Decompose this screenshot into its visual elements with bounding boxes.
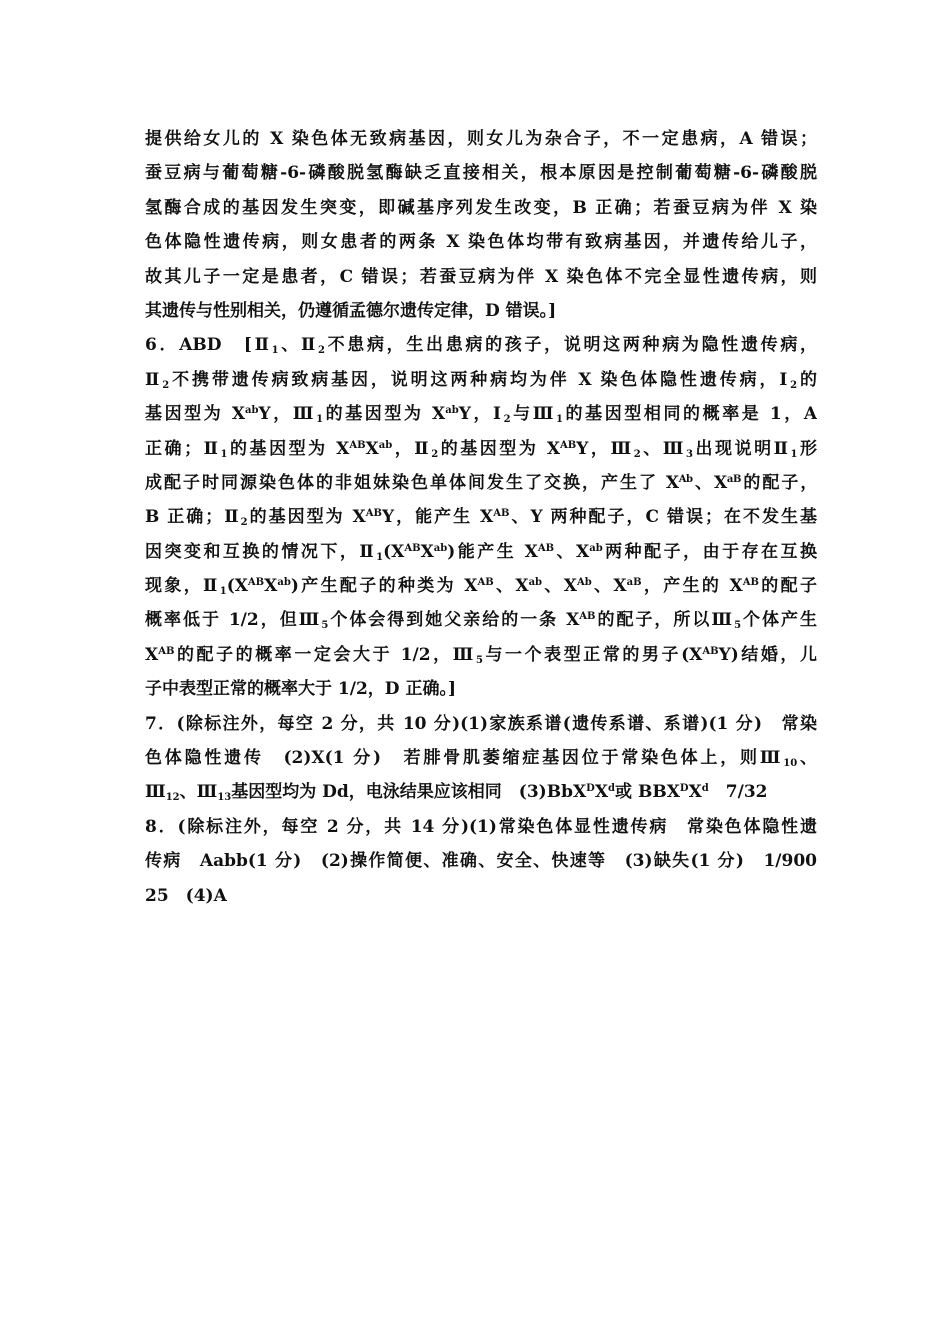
text-line: 故其儿子一定是患者，C 错误；若蚕豆病为伴 X 染色体不完全显性遗传病，则 xyxy=(145,266,817,287)
text-line: 8．(除标注外，每空 2 分，共 14 分)(1)常染色体显性遗传病 常染色体隐性遗 xyxy=(145,816,817,837)
text-line: 传病 Aabb(1 分) (2)操作简便、准确、安全、快速等 (3)缺失(1 分) 1/900 xyxy=(145,851,817,872)
text-line: 概率低于 1/2，但$Ⅲ_5$个体会得到她父亲给的一条 $X^{AB}$的配子，所以$Ⅲ_5$个体产生 xyxy=(145,610,817,632)
text-line: 7．(除标注外，每空 2 分，共 10 分)(1)家族系谱(遗传系谱、系谱)(1 分) 常染 xyxy=(145,713,817,734)
text-line: 现象，$Ⅱ_1(X^{AB}X^{ab})$产生配子的种类为 $X^{AB}$、$X^{ab}$、$X^{Ab}$、$X^{aB}$，产生的 $X^{AB}$的配子 xyxy=(145,576,817,598)
text-line: 25 (4)A xyxy=(145,885,227,906)
text-line: $Ⅲ_{12}$、$Ⅲ_{13}$基因型均为 Dd，电泳结果应该相同 $(3)BbX^DX^d$或 $BBX^DX^d$ 7/32 xyxy=(145,782,768,804)
text-line: 因突变和互换的情况下，$Ⅱ_1(X^{AB}X^{ab})$能产生 $X^{AB}$、$X^{ab}$两种配子，由于存在互换 xyxy=(145,541,817,563)
text-line: $Ⅱ_2$不携带遗传病致病基因，说明这两种病均为伴 X 染色体隐性遗传病，$Ⅰ_2$的 xyxy=(145,369,817,391)
text-line: 氢酶合成的基因发生突变，即碱基序列发生改变，B 正确；若蚕豆病为伴 X 染 xyxy=(145,197,817,218)
text-line: $X^{AB}$的配子的概率一定会大于 1/2，$Ⅲ_5$与一个表型正常的男子$(X^{AB}Y)$结婚，儿 xyxy=(145,644,817,666)
answer-text-body xyxy=(145,122,817,913)
text-line: 成配子时同源染色体的非姐妹染色单体间发生了交换，产生了 $X^{Ab}$、$X^{aB}$的配子， xyxy=(145,472,817,493)
text-line: B 正确；$Ⅱ_2$的基因型为 $X^{AB}Y$，能产生 $X^{AB}$、Y 两种配子，C 错误；在不发生基 xyxy=(145,507,817,529)
text-line: 提供给女儿的 X 染色体无致病基因，则女儿为杂合子，不一定患病，A 错误； xyxy=(145,129,817,149)
text-line: 6．ABD [$Ⅱ_1$、$Ⅱ_2$不患病，生出患病的孩子，说明这两种病为隐性遗传病， xyxy=(145,335,817,357)
text-line: 蚕豆病与葡萄糖-6-磷酸脱氢酶缺乏直接相关，根本原因是控制葡萄糖-6-磷酸脱 xyxy=(145,163,817,184)
text-line: 色体隐性遗传 (2)X(1 分) 若腓骨肌萎缩症基因位于常染色体上，则$Ⅲ_{10}$、 xyxy=(145,748,817,770)
text-line: 子中表型正常的概率大于 1/2，D 正确。] xyxy=(145,679,456,700)
text-line: 正确；$Ⅱ_1$的基因型为 $X^{AB}X^{ab}$，$Ⅱ_2$的基因型为 $X^{AB}Y$，$Ⅲ_2$、$Ⅲ_3$出现说明$Ⅱ_1$形 xyxy=(145,438,817,460)
text-line: 色体隐性遗传病，则女患者的两条 X 染色体均带有致病基因，并遗传给儿子， xyxy=(145,232,817,253)
text-line: 其遗传与性别相关，仍遵循孟德尔遗传定律，D 错误。] xyxy=(145,300,557,321)
text-line: 基因型为 $X^{ab}Y$，$Ⅲ_1$的基因型为 $X^{ab}Y$，$Ⅰ_2$与$Ⅲ_1$的基因型相同的概率是 1，A xyxy=(145,404,817,426)
